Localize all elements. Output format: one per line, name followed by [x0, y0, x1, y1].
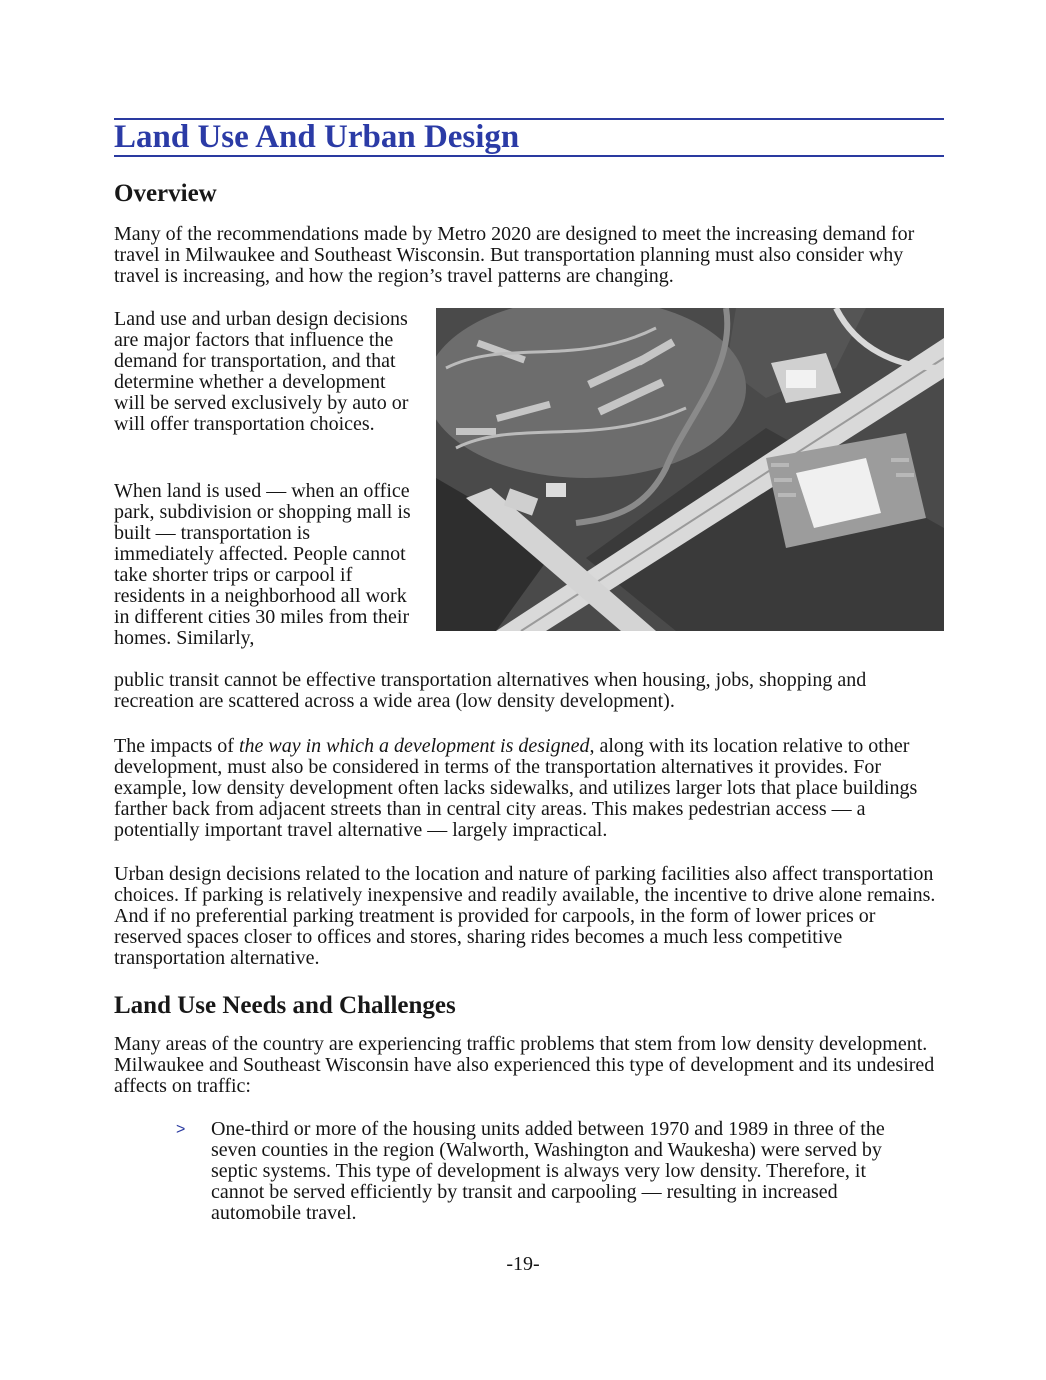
impacts-emphasis: the way in which a development is designed	[238, 735, 590, 757]
impacts-paragraph	[114, 736, 944, 841]
overview-intro-paragraph: Many of the recommendations made by Metro 2020 are designed to meet the increasing demand for travel in Milwaukee and Southeast Wisconsin. But transportation planning must also consider why travel is increasing, and how the region’s travel patterns are changing.	[114, 223, 915, 287]
bullet-item: One-third or more of the housing units added between 1970 and 1989 in three of the seven counties in the region (Walworth, Washington and Waukesha) were served by septic systems. This type of development is always very low density. Therefore, it cannot be served efficiently by transit and carpooling — resulting in increased automobile travel.	[211, 1118, 885, 1224]
when-land-is-used-paragraph-continued: public transit cannot be effective transportation alternatives when housing, jobs, shopping and recreation are scattered across a wide area (low density development).	[114, 669, 867, 712]
urban-design-paragraph: Urban design decisions related to the location and nature of parking facilities also affect transportation choices. If parking is relatively inexpensive and readily available, the incentive to drive alone remains. And if no preferential parking treatment is provided for carpools, in the form of lower prices or reserved spaces closer to offices and stores, sharing rides becomes a much less competitive transportation alternative.	[114, 863, 936, 969]
overview-heading: Overview	[114, 180, 217, 207]
page-title: Land Use And Urban Design	[114, 119, 520, 155]
challenges-intro-paragraph: Many areas of the country are experiencing traffic problems that stem from low density development. Milwaukee and Southeast Wisconsin have also experienced this type of development and its undesired affects on traffic:	[114, 1033, 935, 1097]
challenges-heading: Land Use Needs and Challenges	[114, 992, 456, 1019]
bullet-arrow-icon: >	[176, 1121, 186, 1138]
impacts-text-start: The impacts of	[114, 735, 239, 757]
when-land-is-used-paragraph: When land is used — when an office park, subdivision or shopping mall is built — transportation is immediately affected. People cannot take shorter trips or carpool if residents in a neighborhood all work in different cities 30 miles from their homes. Similarly,	[114, 480, 411, 649]
page-number: -19-	[506, 1253, 540, 1275]
aerial-photo	[436, 308, 944, 631]
title-bottom-rule	[114, 155, 944, 157]
land-use-paragraph: Land use and urban design decisions are major factors that influence the demand for transportation, and that determine whether a development will be served exclusively by auto or will offer transportation choices.	[114, 308, 409, 435]
impacts-text-end: , along with its location relative to other development, must also be considered in terms of the transportation alternatives it provides. For example, low density development often lacks sidewalks, and utilizes larger lots that place buildings farther back from adjacent streets than in central city areas. This makes pedestrian access — a potentially important travel alternative — largely impractical.	[114, 735, 918, 841]
